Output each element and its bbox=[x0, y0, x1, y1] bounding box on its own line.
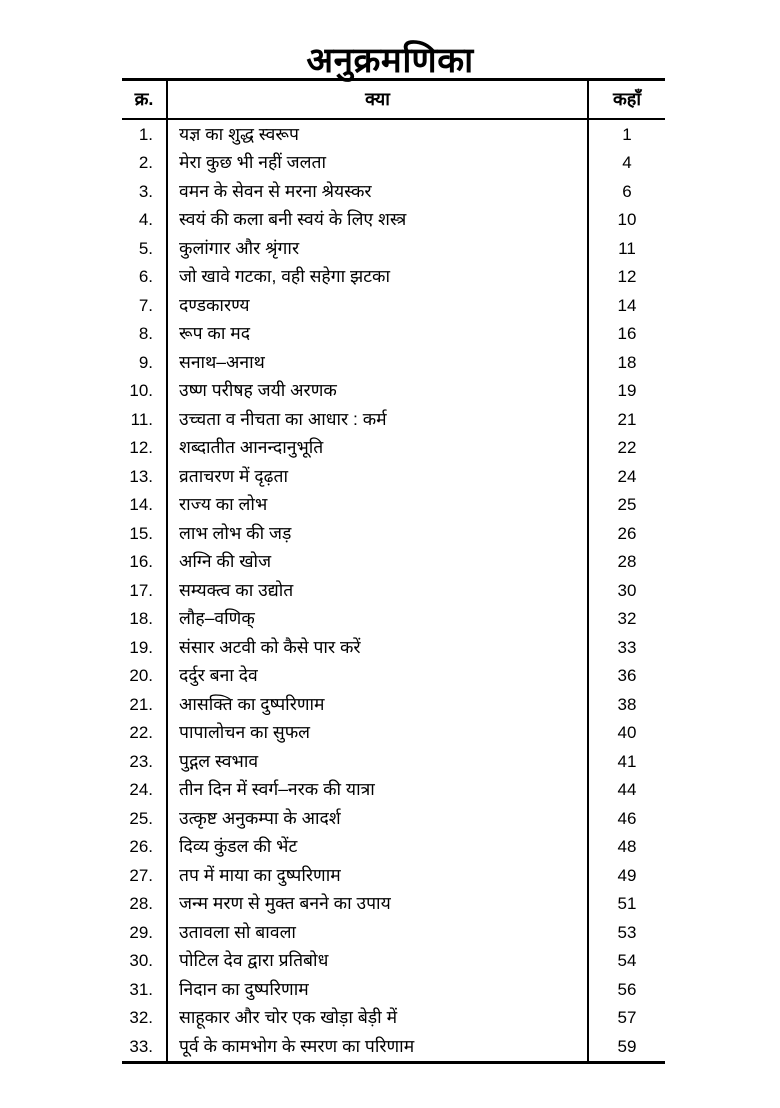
table-row bbox=[122, 234, 665, 263]
row-index: 30. bbox=[129, 951, 153, 970]
row-index: 25. bbox=[129, 808, 153, 828]
row-page-number: 59 bbox=[588, 1032, 665, 1062]
row-page-number: 18 bbox=[588, 348, 665, 377]
table-row bbox=[122, 633, 665, 662]
row-page-number: 24 bbox=[588, 462, 665, 491]
row-index: 16. bbox=[129, 552, 153, 571]
row-index: 19. bbox=[129, 637, 153, 657]
row-index: 7. bbox=[138, 295, 153, 315]
row-index: 11. bbox=[130, 409, 153, 429]
row-index: 31. bbox=[129, 979, 153, 999]
column-header-where: कहाँ bbox=[588, 80, 665, 120]
row-index: 13. bbox=[129, 466, 153, 486]
row-page-number: 21 bbox=[588, 405, 665, 434]
table-row bbox=[122, 119, 665, 149]
row-page-number: 48 bbox=[588, 833, 665, 862]
table-row bbox=[122, 975, 665, 1004]
table-row bbox=[122, 434, 665, 463]
table-row bbox=[122, 320, 665, 349]
table-row bbox=[122, 918, 665, 947]
row-title: उष्ण परीषह जयी अरणक bbox=[167, 377, 588, 406]
row-title: तीन दिन में स्वर्ग–नरक की यात्रा bbox=[167, 776, 588, 805]
row-page-number: 32 bbox=[588, 605, 665, 634]
row-index: 18. bbox=[129, 609, 153, 628]
row-title: व्रताचरण में दृढ़ता bbox=[167, 462, 588, 491]
row-page-number: 41 bbox=[588, 747, 665, 776]
table-row bbox=[122, 947, 665, 976]
table-header-row bbox=[122, 80, 665, 120]
row-index: 2. bbox=[138, 153, 153, 172]
row-title: उत्कृष्ट अनुकम्पा के आदर्श bbox=[167, 804, 588, 833]
page-title: अनुक्रमणिका bbox=[306, 41, 474, 81]
row-title: उच्चता व नीचता का आधार : कर्म bbox=[167, 405, 588, 434]
row-page-number: 14 bbox=[588, 291, 665, 320]
row-index: 5. bbox=[138, 238, 153, 258]
table-row bbox=[122, 776, 665, 805]
row-page-number: 51 bbox=[588, 890, 665, 919]
row-index: 4. bbox=[138, 210, 153, 229]
row-index: 12. bbox=[129, 438, 153, 457]
row-index: 26. bbox=[129, 837, 153, 856]
row-page-number: 33 bbox=[588, 633, 665, 662]
table-row bbox=[122, 890, 665, 919]
row-index: 1. bbox=[138, 124, 153, 144]
row-page-number: 22 bbox=[588, 434, 665, 463]
table-row bbox=[122, 491, 665, 520]
table-body bbox=[122, 119, 665, 1062]
row-index: 21. bbox=[129, 694, 153, 714]
table-row bbox=[122, 690, 665, 719]
table-row bbox=[122, 377, 665, 406]
row-title: लाभ लोभ की जड़ bbox=[167, 519, 588, 548]
table-row bbox=[122, 405, 665, 434]
row-page-number: 26 bbox=[588, 519, 665, 548]
row-page-number: 16 bbox=[588, 320, 665, 349]
row-page-number: 53 bbox=[588, 918, 665, 947]
row-title: राज्य का लोभ bbox=[167, 491, 588, 520]
row-page-number: 28 bbox=[588, 548, 665, 577]
row-index: 8. bbox=[138, 324, 153, 343]
table-row bbox=[122, 149, 665, 178]
row-index: 3. bbox=[138, 181, 153, 201]
row-page-number: 19 bbox=[588, 377, 665, 406]
row-index: 17. bbox=[129, 580, 153, 600]
row-index: 28. bbox=[129, 894, 153, 913]
table-row bbox=[122, 548, 665, 577]
table-row bbox=[122, 1032, 665, 1062]
table-row bbox=[122, 263, 665, 292]
table-row bbox=[122, 804, 665, 833]
row-index: 14. bbox=[129, 495, 153, 514]
row-index: 27. bbox=[129, 865, 153, 885]
row-title: अग्नि की खोज bbox=[167, 548, 588, 577]
table-row bbox=[122, 662, 665, 691]
row-index: 20. bbox=[129, 666, 153, 685]
row-page-number: 56 bbox=[588, 975, 665, 1004]
row-index: 33. bbox=[129, 1036, 153, 1056]
table-row bbox=[122, 747, 665, 776]
row-page-number: 57 bbox=[588, 1004, 665, 1033]
table-row bbox=[122, 519, 665, 548]
table-row bbox=[122, 462, 665, 491]
row-index: 15. bbox=[129, 523, 153, 543]
table-row bbox=[122, 348, 665, 377]
row-title: पोटिल देव द्वारा प्रतिबोध bbox=[167, 947, 588, 976]
row-page-number: 10 bbox=[588, 206, 665, 235]
row-title: पुद्गल स्वभाव bbox=[167, 747, 588, 776]
row-page-number: 46 bbox=[588, 804, 665, 833]
row-page-number: 38 bbox=[588, 690, 665, 719]
row-title: मेरा कुछ भी नहीं जलता bbox=[167, 149, 588, 178]
table-of-contents bbox=[122, 78, 665, 1064]
table-row bbox=[122, 291, 665, 320]
table-row bbox=[122, 861, 665, 890]
row-page-number: 36 bbox=[588, 662, 665, 691]
table-row bbox=[122, 177, 665, 206]
row-title: उतावला सो बावला bbox=[167, 918, 588, 947]
row-page-number: 40 bbox=[588, 719, 665, 748]
row-index: 9. bbox=[138, 352, 153, 372]
row-index: 6. bbox=[138, 267, 153, 286]
table-row bbox=[122, 1004, 665, 1033]
row-page-number: 49 bbox=[588, 861, 665, 890]
row-page-number: 25 bbox=[588, 491, 665, 520]
table-row bbox=[122, 576, 665, 605]
row-index: 23. bbox=[129, 751, 153, 771]
row-title: दिव्य कुंडल की भेंट bbox=[167, 833, 588, 862]
row-index: 32. bbox=[129, 1008, 153, 1027]
row-page-number: 44 bbox=[588, 776, 665, 805]
row-title: निदान का दुष्परिणाम bbox=[167, 975, 588, 1004]
row-title: जो खावे गटका, वही सहेगा झटका bbox=[167, 263, 588, 292]
row-title: शब्दातीत आनन्दानुभूति bbox=[167, 434, 588, 463]
table-header bbox=[122, 80, 665, 120]
row-index: 10. bbox=[129, 381, 153, 400]
table-row bbox=[122, 719, 665, 748]
row-title: लौह–वणिक् bbox=[167, 605, 588, 634]
row-page-number: 12 bbox=[588, 263, 665, 292]
row-title: कुलांगार और श्रृंगार bbox=[167, 234, 588, 263]
row-title: संसार अटवी को कैसे पार करें bbox=[167, 633, 588, 662]
row-title: पापालोचन का सुफल bbox=[167, 719, 588, 748]
row-title: वमन के सेवन से मरना श्रेयस्कर bbox=[167, 177, 588, 206]
row-title: सम्यक्त्व का उद्योत bbox=[167, 576, 588, 605]
row-page-number: 6 bbox=[588, 177, 665, 206]
row-page-number: 54 bbox=[588, 947, 665, 976]
row-title: जन्म मरण से मुक्त बनने का उपाय bbox=[167, 890, 588, 919]
table-row bbox=[122, 206, 665, 235]
row-title: दण्डकारण्य bbox=[167, 291, 588, 320]
row-page-number: 11 bbox=[588, 234, 665, 263]
row-title: दर्दुर बना देव bbox=[167, 662, 588, 691]
row-index: 22. bbox=[129, 723, 153, 742]
row-title: पूर्व के कामभोग के स्मरण का परिणाम bbox=[167, 1032, 588, 1062]
row-index: 29. bbox=[129, 922, 153, 942]
row-page-number: 30 bbox=[588, 576, 665, 605]
table-row bbox=[122, 833, 665, 862]
toc-table bbox=[122, 78, 665, 1064]
row-title: साहूकार और चोर एक खोड़ा बेड़ी में bbox=[167, 1004, 588, 1033]
table-row bbox=[122, 605, 665, 634]
row-title: स्वयं की कला बनी स्वयं के लिए शस्त्र bbox=[167, 206, 588, 235]
row-page-number: 1 bbox=[588, 119, 665, 149]
row-title: सनाथ–अनाथ bbox=[167, 348, 588, 377]
row-title: आसक्ति का दुष्परिणाम bbox=[167, 690, 588, 719]
row-page-number: 4 bbox=[588, 149, 665, 178]
column-header-number: क्र. bbox=[122, 80, 167, 120]
row-title: रूप का मद bbox=[167, 320, 588, 349]
row-index: 24. bbox=[129, 780, 153, 799]
row-title: यज्ञ का शुद्ध स्वरूप bbox=[167, 119, 588, 149]
row-title: तप में माया का दुष्परिणाम bbox=[167, 861, 588, 890]
column-header-what: क्या bbox=[167, 80, 588, 120]
